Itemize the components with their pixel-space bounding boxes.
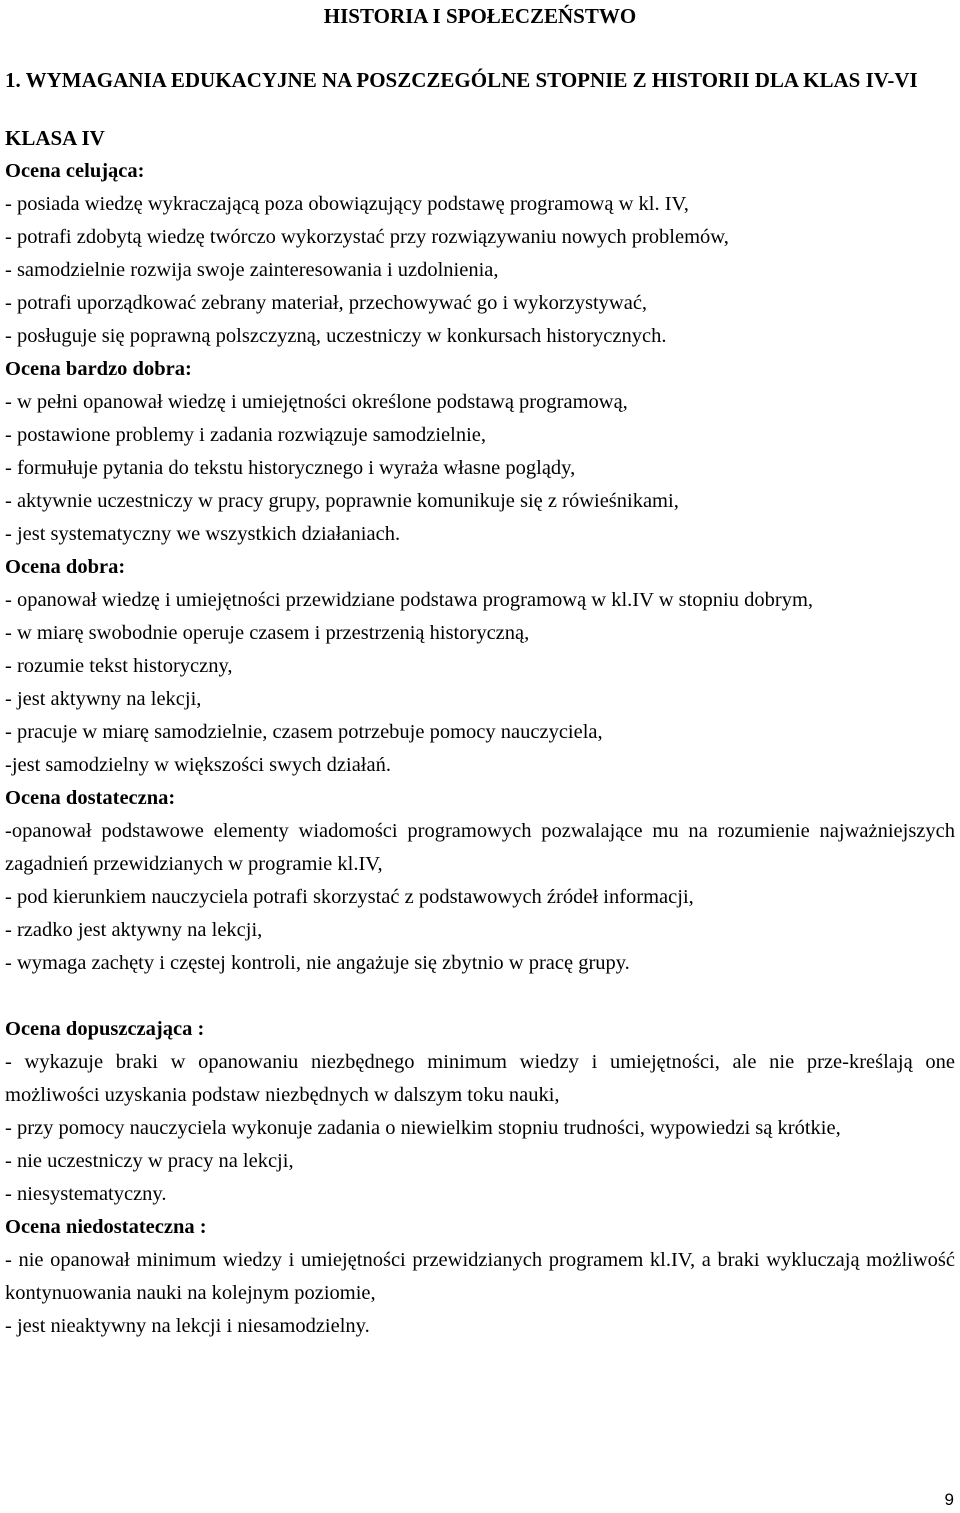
grade-block-dobra: [5, 551, 955, 782]
list-item: - jest nieaktywny na lekcji i niesamodzielny.: [5, 1315, 370, 1337]
grade-block-bardzo-dobra: [5, 353, 955, 551]
list-item: - rzadko jest aktywny na lekcji,: [5, 919, 263, 941]
grade-block-dostateczna: [5, 782, 955, 980]
document-page: [5, 0, 955, 1343]
list-item: - formułuje pytania do tekstu historycznego i wyraża własne poglądy,: [5, 457, 576, 479]
grade-heading: Ocena dostateczna:: [5, 787, 176, 809]
class-title: KLASA IV: [5, 126, 105, 150]
page-number: 9: [944, 1490, 954, 1509]
list-item: - samodzielnie rozwija swoje zainteresowania i uzdolnienia,: [5, 259, 499, 281]
list-item: -opanował podstawowe elementy wiadomości programowych pozwalające mu na rozumienie najważniejszych zagadnień przewidzianych w programie kl.IV,: [5, 820, 955, 875]
grade-block-dopuszczajaca: [5, 1013, 955, 1211]
grade-block-celujaca: [5, 155, 955, 353]
list-item: - przy pomocy nauczyciela wykonuje zadania o niewielkim stopniu trudności, wypowiedzi są krótkie,: [5, 1117, 841, 1139]
list-item: - aktywnie uczestniczy w pracy grupy, poprawnie komunikuje się z rówieśnikami,: [5, 490, 679, 512]
section-title: 1. WYMAGANIA EDUKACYJNE NA POSZCZEGÓLNE STOPNIE Z HISTORII DLA KLAS IV-VI: [5, 68, 918, 92]
grade-heading: Ocena niedostateczna :: [5, 1216, 207, 1238]
list-item: - w miarę swobodnie operuje czasem i przestrzenią historyczną,: [5, 622, 530, 644]
list-item: - jest aktywny na lekcji,: [5, 688, 202, 710]
grade-block-niedostateczna: [5, 1211, 955, 1343]
list-item: - potrafi uporządkować zebrany materiał, przechowywać go i wykorzystywać,: [5, 292, 648, 314]
list-item: - opanował wiedzę i umiejętności przewidziane podstawa programową w kl.IV w stopniu dobrym,: [5, 589, 814, 611]
list-item: - postawione problemy i zadania rozwiązuje samodzielnie,: [5, 424, 486, 446]
list-item: - nie opanował minimum wiedzy i umiejętności przewidzianych programem kl.IV, a braki wykluczają możliwość kontynuowania nauki na kolejnym poziomie,: [5, 1249, 955, 1304]
list-item: - pod kierunkiem nauczyciela potrafi skorzystać z podstawowych źródeł informacji,: [5, 886, 694, 908]
document-title: HISTORIA I SPOŁECZEŃSTWO: [323, 4, 637, 28]
grade-heading: Ocena celująca:: [5, 160, 145, 182]
list-item: - posługuje się poprawną polszczyzną, uczestniczy w konkursach historycznych.: [5, 325, 667, 347]
list-item: - wykazuje braki w opanowaniu niezbędnego minimum wiedzy i umiejętności, ale nie prze-kreślają one możliwości uzyskania podstaw niezbędnych w dalszym toku nauki,: [5, 1051, 955, 1106]
list-item: - niesystematyczny.: [5, 1183, 167, 1205]
list-item: - nie uczestniczy w pracy na lekcji,: [5, 1150, 294, 1172]
list-item: - posiada wiedzę wykraczającą poza obowiązujący podstawę programową w kl. IV,: [5, 193, 689, 215]
list-item: - wymaga zachęty i częstej kontroli, nie angażuje się zbytnio w pracę grupy.: [5, 952, 630, 974]
grade-heading: Ocena bardzo dobra:: [5, 358, 192, 380]
list-item: - pracuje w miarę samodzielnie, czasem potrzebuje pomocy nauczyciela,: [5, 721, 603, 743]
list-item: - w pełni opanował wiedzę i umiejętności określone podstawą programową,: [5, 391, 628, 413]
list-item: - jest systematyczny we wszystkich działaniach.: [5, 523, 401, 545]
list-item: - rozumie tekst historyczny,: [5, 655, 233, 677]
list-item: -jest samodzielny w większości swych działań.: [5, 754, 391, 776]
grade-heading: Ocena dopuszczająca :: [5, 1018, 205, 1040]
list-item: - potrafi zdobytą wiedzę twórczo wykorzystać przy rozwiązywaniu nowych problemów,: [5, 226, 729, 248]
grade-heading: Ocena dobra:: [5, 556, 126, 578]
